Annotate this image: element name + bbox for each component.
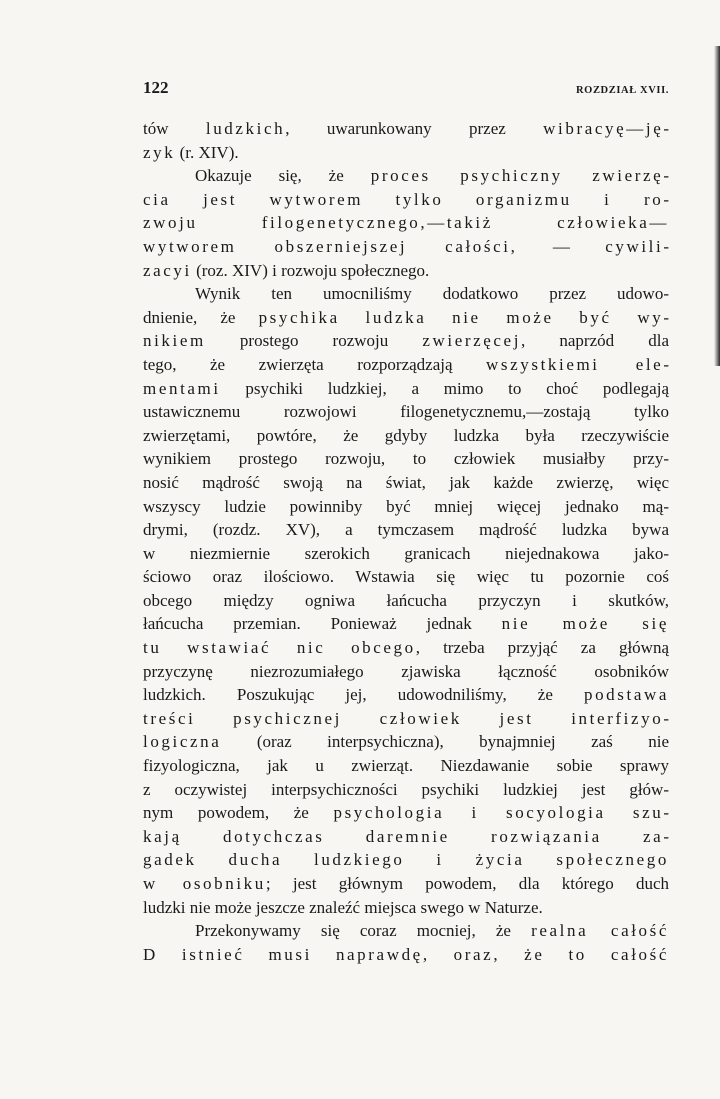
spaced-emphasis: zacyi <box>143 260 192 280</box>
text-run: w niezmiernie szerokich granicach niejednakowa jako- <box>143 543 669 563</box>
text-line <box>143 518 669 542</box>
text-line <box>143 848 669 872</box>
page-edge-shadow <box>714 46 720 366</box>
text-line <box>143 801 669 825</box>
text-run: - <box>663 307 669 327</box>
spaced-emphasis: zyk <box>143 142 176 162</box>
text-run: - <box>663 354 669 374</box>
spaced-emphasis: logiczna <box>143 732 222 752</box>
text-run: tego, że zwierzęta rozporządzają <box>143 354 487 374</box>
text-run: - <box>663 708 669 728</box>
text-run: (oraz interpsychiczna), bynajmniej zaś nie <box>221 732 669 752</box>
text-run: fizyologiczna, jak u zwierząt. Niezdawanie sobie sprawy <box>143 756 669 776</box>
spaced-emphasis: nie może się <box>501 614 669 634</box>
text-line <box>143 730 669 754</box>
spaced-emphasis: zwoju filogenetycznego,—takiż człowieka— <box>143 213 669 233</box>
text-run: , naprzód dla <box>521 331 669 351</box>
text-run: ludzki nie może jeszcze znaleźć miejsca swego w Naturze. <box>143 897 543 917</box>
text-line <box>143 471 669 495</box>
text-line <box>143 872 669 896</box>
spaced-emphasis: cia jest wytworem tylko organizmu i ro <box>143 189 664 209</box>
text-line <box>143 400 669 424</box>
text-run: wynikiem prostego rozwoju, to człowiek musiałby przy- <box>143 449 669 469</box>
spaced-emphasis: wszystkiemi ele <box>486 354 664 374</box>
text-line <box>143 896 669 920</box>
text-line <box>143 542 669 566</box>
spaced-emphasis: zwierzęcej <box>422 331 522 351</box>
text-line <box>143 683 669 707</box>
spaced-emphasis: w osobniku <box>143 874 266 893</box>
spaced-emphasis: mentami <box>143 378 221 398</box>
text-line <box>143 943 669 967</box>
text-run: - <box>663 826 669 846</box>
text-line <box>143 707 669 731</box>
text-run: Przekonywamy się coraz mocniej, że <box>195 921 532 941</box>
text-run: Wynik ten umocniliśmy dodatkowo przez udowo- <box>195 284 669 304</box>
spaced-emphasis: realna całość <box>531 921 669 941</box>
spaced-emphasis: psychologia i socyologia szu <box>333 803 664 823</box>
text-run: dnienie, że <box>143 307 259 327</box>
text-run: obcego między ogniwa łańcucha przyczyn i skutków, <box>143 590 669 610</box>
text-line <box>143 778 669 802</box>
text-run: - <box>663 166 669 186</box>
spaced-emphasis: wibracyę—ję <box>543 119 664 138</box>
page-number: 122 <box>143 78 169 97</box>
text-line <box>143 825 669 849</box>
text-run: (roz. XIV) i rozwoju społecznego. <box>191 260 430 280</box>
spaced-emphasis: D istnieć musi naprawdę, oraz, że to całość <box>143 944 669 964</box>
text-line <box>143 447 669 471</box>
text-line <box>143 235 669 259</box>
running-head: ROZDZIAŁ XVII. <box>576 85 669 96</box>
text-run: przyczynę niezrozumiałego zjawiska łączność osobników <box>143 661 669 681</box>
text-run: Okazuje się, że <box>195 166 371 186</box>
text-run: - <box>663 189 669 209</box>
text-run: nosić mądrość swoją na świat, jak każde zwierzę, więc <box>143 472 669 492</box>
body-text <box>143 117 669 966</box>
text-run: - <box>663 803 669 823</box>
text-run: — <box>517 236 606 256</box>
text-line <box>143 353 669 377</box>
text-run: (r. XIV). <box>175 142 239 162</box>
spaced-emphasis: nikiem <box>143 331 206 351</box>
spaced-emphasis: proces psychiczny zwierzę <box>370 166 664 186</box>
text-line <box>143 329 669 353</box>
text-line <box>143 754 669 778</box>
text-line <box>143 188 669 212</box>
text-run: łańcucha przemian. Ponieważ jednak <box>143 614 502 634</box>
text-run: , trzeba przyjąć za główną <box>415 638 669 658</box>
text-run: z oczywistej interpsychiczności psychiki ludzkiej jest głów- <box>143 779 669 799</box>
text-line <box>143 141 669 165</box>
text-run: ludzkich. Poszukując jej, udowodniliśmy, że <box>143 685 584 705</box>
spaced-emphasis: wytworem obszerniejszej całości, <box>143 236 518 256</box>
text-line <box>143 164 669 188</box>
text-run: nym powodem, że <box>143 803 334 823</box>
text-line <box>143 259 669 283</box>
spaced-emphasis: tu wstawiać nic obcego <box>143 638 416 658</box>
spaced-emphasis: podstawa <box>583 685 669 705</box>
spaced-emphasis: gadek ducha ludzkiego i życia społecznego <box>143 850 669 870</box>
spaced-emphasis: cywili <box>605 236 664 256</box>
text-line <box>143 495 669 519</box>
text-run: ustawicznemu rozwojowi filogenetycznemu,—zostają tylko <box>143 402 669 422</box>
text-line <box>143 282 669 306</box>
text-line <box>143 211 669 235</box>
spaced-emphasis: psychika ludzka nie może być wy <box>258 307 664 327</box>
text-run: prostego rozwoju <box>205 331 423 351</box>
text-line <box>143 612 669 636</box>
text-run: wszyscy ludzie powinniby być mniej więcej jednako mą- <box>143 496 669 516</box>
spaced-emphasis: treści psychicznej człowiek jest interfizyo <box>143 708 664 728</box>
text-run: zwierzętami, powtóre, że gdyby ludzka była rzeczywiście <box>143 425 669 445</box>
text-run: ściowo oraz ilościowo. Wstawia się więc tu pozornie coś <box>143 567 669 587</box>
text-run: ; jest głównym powodem, dla którego duch <box>265 874 669 893</box>
text-run: psychiki ludzkiej, a mimo to choć podlegają <box>220 378 669 398</box>
text-run: drymi, (rozdz. XV), a tymczasem mądrość ludzka bywa <box>143 520 669 540</box>
text-run: - <box>663 236 669 256</box>
text-line <box>143 660 669 684</box>
text-line <box>143 565 669 589</box>
text-line <box>143 377 669 401</box>
text-run: tów <box>143 119 206 138</box>
text-run: , uwarunkowany przez <box>285 119 544 138</box>
text-run: - <box>663 119 669 138</box>
text-line <box>143 919 669 943</box>
spaced-emphasis: kają dotychczas daremnie rozwiązania za <box>143 826 664 846</box>
text-line <box>143 636 669 660</box>
text-line <box>143 424 669 448</box>
text-line <box>143 589 669 613</box>
spaced-emphasis: ludzkich <box>205 119 286 138</box>
page-header <box>143 78 669 98</box>
text-line <box>143 306 669 330</box>
text-line <box>143 117 669 141</box>
